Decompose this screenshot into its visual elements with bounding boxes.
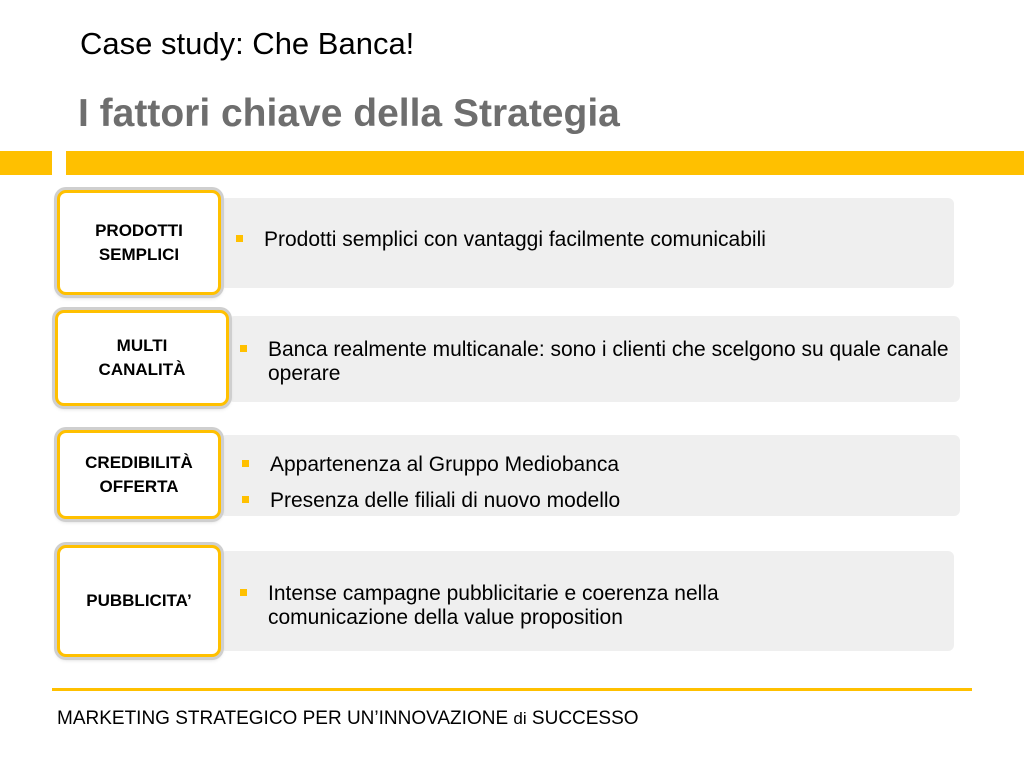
footer-main: MARKETING STRATEGICO PER UN’INNOVAZIONE (57, 708, 509, 729)
bullet-item: Intense campagne pubblicitarie e coerenza nella comunicazione della value proposition (240, 582, 840, 630)
factor-badge (55, 310, 229, 406)
slide-subtitle: Case study: Che Banca! (80, 26, 415, 61)
badge-label-line1: CREDIBILITÀ (85, 452, 193, 472)
bullet-item: Banca realmente multicanale: sono i clienti che scelgono su quale canale operare (240, 338, 956, 386)
badge-label-line1: MULTI (116, 336, 168, 356)
bullet-list (240, 338, 956, 386)
factor-badge (57, 430, 221, 519)
footer-text (57, 708, 639, 730)
factor-badge (57, 190, 221, 295)
footer-di: di (513, 709, 527, 728)
badge-label-line1: PRODOTTI (95, 220, 183, 240)
slide-title: I fattori chiave della Strategia (78, 92, 620, 135)
badge-label-line1: PUBBLICITA’ (86, 591, 192, 611)
badge-label-line2: CANALITÀ (98, 360, 186, 379)
factor-badge (57, 545, 221, 657)
accent-bar-right (66, 151, 1024, 175)
bullet-list (242, 453, 942, 513)
footer-rule (52, 688, 972, 691)
bullet-item: Appartenenza al Gruppo Mediobanca (242, 453, 942, 477)
footer-end: SUCCESSO (531, 708, 639, 729)
badge-label-line2: OFFERTA (99, 476, 179, 496)
bullet-item: Prodotti semplici con vantaggi facilmente comunicabili (236, 228, 936, 252)
badge-label-line2: SEMPLICI (98, 244, 180, 264)
accent-bar-left (0, 151, 52, 175)
bullet-item: Presenza delle filiali di nuovo modello (242, 489, 942, 513)
bullet-list (240, 582, 840, 630)
bullet-list (236, 228, 936, 252)
